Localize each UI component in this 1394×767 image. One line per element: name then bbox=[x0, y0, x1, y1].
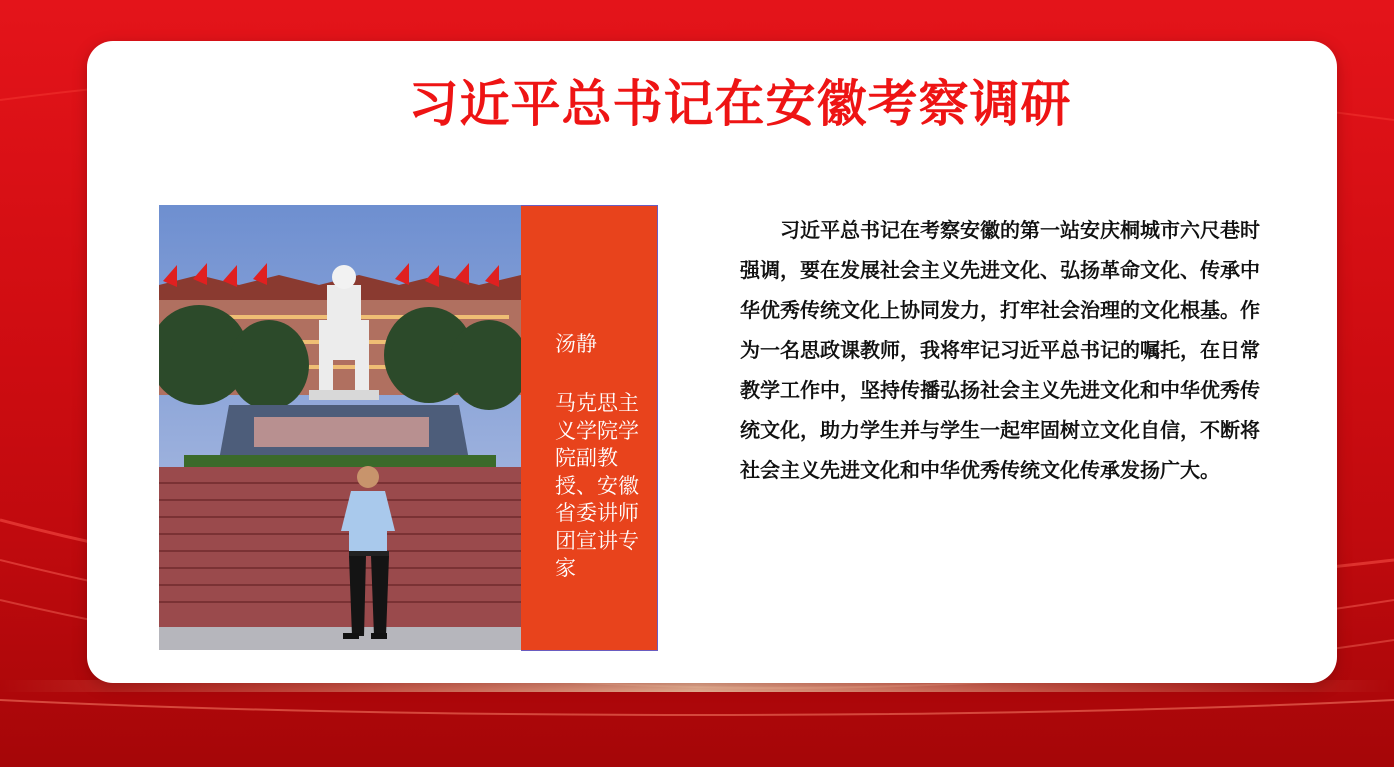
caption-panel bbox=[521, 205, 658, 651]
body-paragraph: 习近平总书记在考察安徽的第一站安庆桐城市六尺巷时强调，要在发展社会主义先进文化、弘扬革命文化、传承中华优秀传统文化上协同发力，打牢社会治理的文化根基。作为一名思政课教师，我将牢记习近平总书记的嘱托，在日常教学工作中，坚持传播弘扬社会主义先进文化和中华优秀传统文化，助力学生并与学生一起牢固树立文化自信，不断将社会主义先进文化和中华优秀传统文化传承发扬广大。 bbox=[740, 218, 1260, 482]
person-name: 汤静 bbox=[555, 332, 597, 356]
person-title: 马克思主义学院学院副教授、安徽省委讲师团宣讲专家 bbox=[555, 391, 639, 580]
portrait-photo bbox=[159, 205, 521, 650]
page-title: 习近平总书记在安徽考察调研 bbox=[408, 75, 1072, 133]
